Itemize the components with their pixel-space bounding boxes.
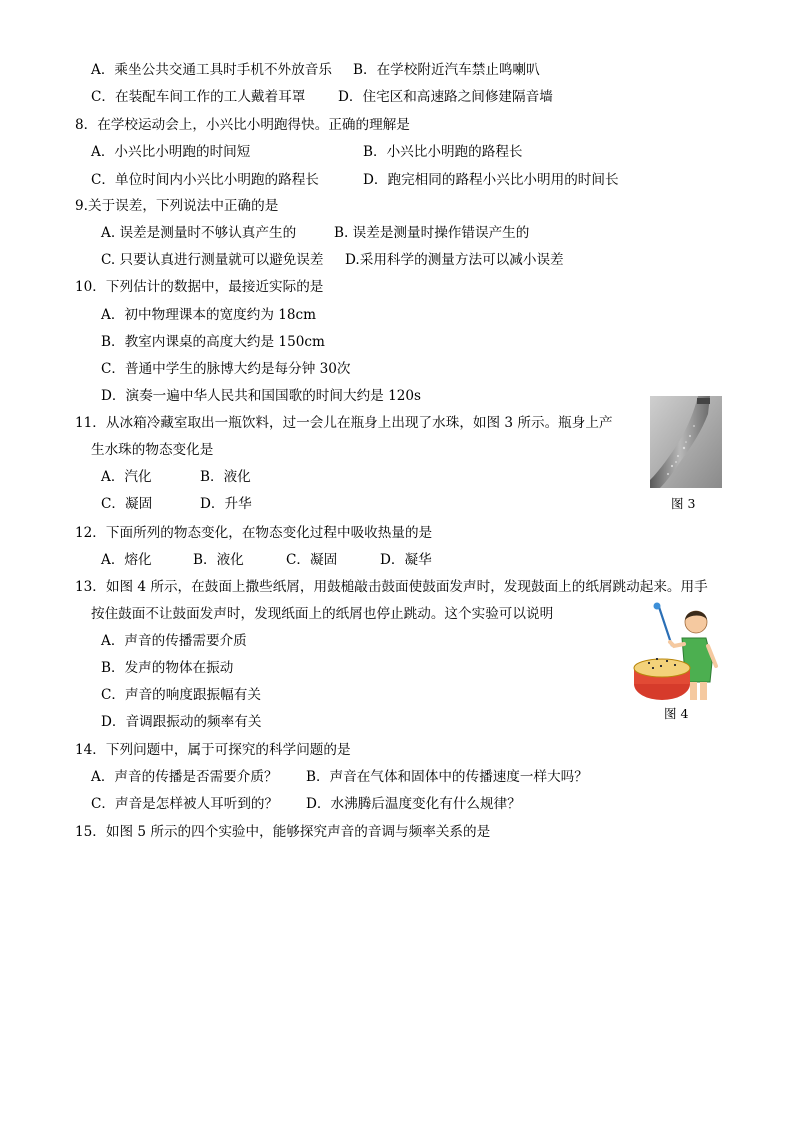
figure-3-caption: 图 3 <box>671 496 696 511</box>
q11-option-b: B．液化 <box>200 469 251 485</box>
q12-option-b: B．液化 <box>193 552 244 568</box>
q9-stem: 9.关于误差，下列说法中正确的是 <box>75 198 279 214</box>
q14-option-b: B．声音在气体和固体中的传播速度一样大吗？ <box>306 769 588 785</box>
q11-option-c: C．凝固 <box>101 496 153 512</box>
q12-stem: 12．下面所列的物态变化，在物态变化过程中吸收热量的是 <box>75 525 433 541</box>
q13-option-a: A．声音的传播需要介质 <box>101 633 247 649</box>
q13-option-d: D．音调跟振动的频率有关 <box>101 714 262 730</box>
q13-option-b: B．发声的物体在振动 <box>101 660 234 676</box>
q8-option-c: C．单位时间内小兴比小明跑的路程长 <box>91 172 319 188</box>
q10-option-a: A．初中物理课本的宽度约为 18cm <box>101 307 317 323</box>
q14-option-a: A．声音的传播是否需要介质？ <box>91 769 278 785</box>
q10-option-d: D．演奏一遍中华人民共和国国歌的时间大约是 120s <box>101 388 422 404</box>
q11-stem-line1: 11．从冰箱冷藏室取出一瓶饮料，过一会儿在瓶身上出现了水珠，如图 3 所示。瓶身上产 <box>75 415 613 431</box>
q8-option-b: B．小兴比小明跑的路程长 <box>363 144 523 160</box>
q8-option-a: A．小兴比小明跑的时间短 <box>91 144 251 160</box>
q14-option-d: D．水沸腾后温度变化有什么规律？ <box>306 796 521 812</box>
q9-option-c: C. 只要认真进行测量就可以避免误差 <box>101 252 324 268</box>
q8-stem: 8．在学校运动会上，小兴比小明跑得快。正确的理解是 <box>75 117 410 133</box>
q11-option-a: A．汽化 <box>101 469 152 485</box>
q7-option-b: B．在学校附近汽车禁止鸣喇叭 <box>353 62 540 78</box>
figure-4-caption: 图 4 <box>664 706 689 721</box>
q9-option-b: B. 误差是测量时操作错误产生的 <box>334 225 530 241</box>
q10-stem: 10．下列估计的数据中，最接近实际的是 <box>75 279 324 295</box>
q13-stem-line2: 按住鼓面不让鼓面发声时，发现纸面上的纸屑也停止跳动。这个实验可以说明 <box>91 606 554 622</box>
q7-option-a: A．乘坐公共交通工具时手机不外放音乐 <box>91 62 332 78</box>
q13-option-c: C．声音的响度跟振幅有关 <box>101 687 261 703</box>
q12-option-c: C．凝固 <box>286 552 338 568</box>
q12-option-d: D．凝华 <box>380 552 432 568</box>
q15-stem: 15．如图 5 所示的四个实验中，能够探究声音的音调与频率关系的是 <box>75 824 491 840</box>
q9-option-d: D.采用科学的测量方法可以减小误差 <box>345 252 564 268</box>
q13-stem-line1: 13．如图 4 所示，在鼓面上撒些纸屑，用鼓槌敲击鼓面使鼓面发声时，发现鼓面上的纸屑跳动起来。用手 <box>75 579 708 595</box>
drum-boy-figure <box>630 602 720 704</box>
q11-option-d: D．升华 <box>200 496 252 512</box>
q7-option-c: C．在装配车间工作的工人戴着耳罩 <box>91 89 306 105</box>
q8-option-d: D．跑完相同的路程小兴比小明用的时间长 <box>363 172 619 188</box>
q9-option-a: A. 误差是测量时不够认真产生的 <box>101 225 297 241</box>
q10-option-c: C．普通中学生的脉博大约是每分钟 30次 <box>101 361 351 377</box>
q12-option-a: A．熔化 <box>101 552 152 568</box>
bottle-photo-figure <box>650 396 722 488</box>
q7-option-d: D．住宅区和高速路之间修建隔音墙 <box>338 89 553 105</box>
q10-option-b: B．教室内课桌的高度大约是 150cm <box>101 334 325 350</box>
q11-stem-line2: 生水珠的物态变化是 <box>91 442 214 458</box>
q14-stem: 14．下列问题中，属于可探究的科学问题的是 <box>75 742 351 758</box>
q14-option-c: C．声音是怎样被人耳听到的？ <box>91 796 279 812</box>
